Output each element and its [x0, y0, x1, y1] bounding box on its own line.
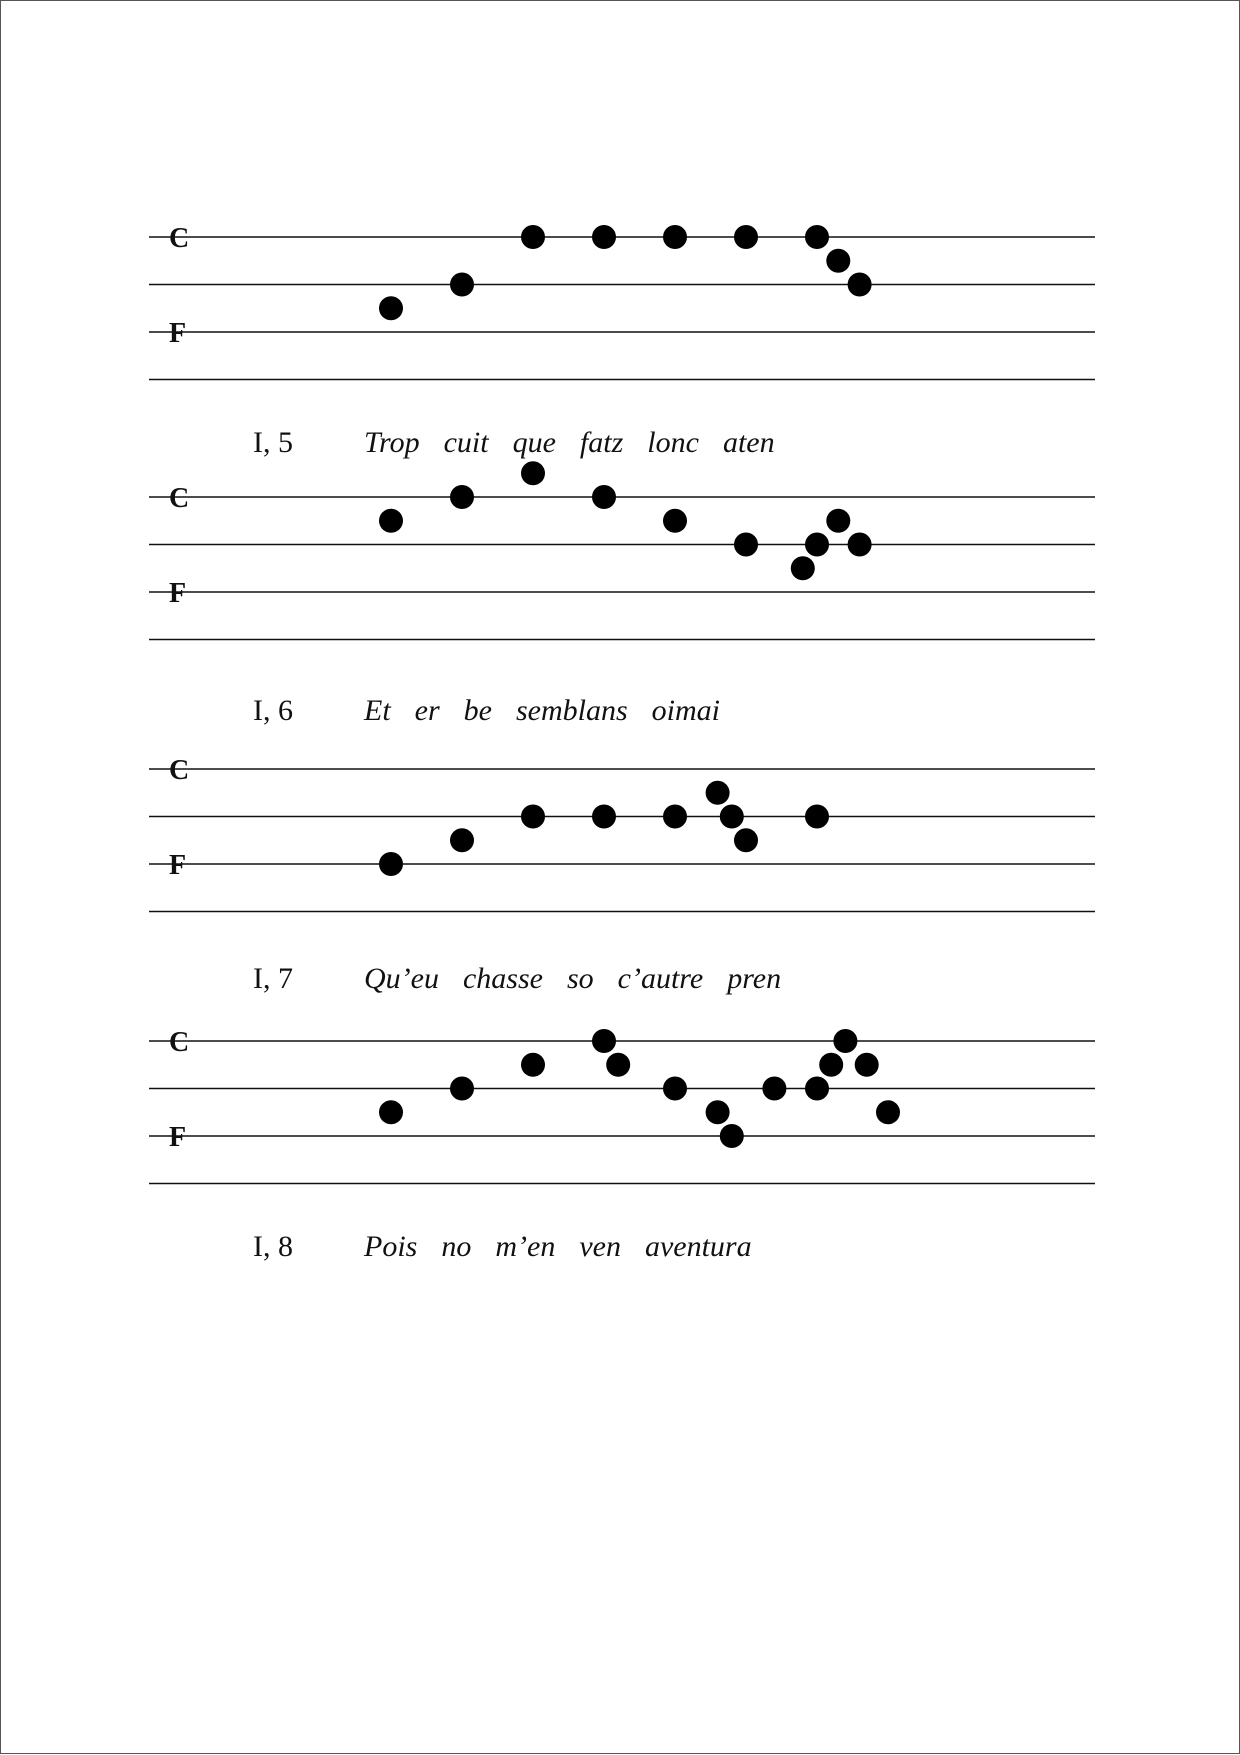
lyric-word: Qu’eu: [364, 962, 439, 995]
note-head: [379, 1100, 403, 1124]
note-head: [805, 225, 829, 249]
clef-f: F: [169, 850, 187, 881]
verse-number: I, 5: [253, 426, 293, 459]
note-head: [379, 296, 403, 320]
note-head: [762, 1077, 786, 1101]
note-head: [379, 509, 403, 533]
note-head: [521, 225, 545, 249]
note-head: [379, 852, 403, 876]
lyric-word: fatz: [579, 426, 624, 459]
note-head: [706, 781, 730, 805]
note-head: [450, 485, 474, 509]
lyric-word: pren: [727, 962, 782, 995]
note-head: [876, 1100, 900, 1124]
staff-1: [149, 223, 1095, 380]
note-head: [663, 805, 687, 829]
lyric-word: so: [566, 962, 594, 995]
lyric-word: be: [463, 694, 492, 727]
note-head: [521, 461, 545, 485]
clef-c: C: [169, 483, 190, 514]
note-head: [592, 485, 616, 509]
lyric-word: Et: [364, 694, 391, 727]
note-head: [720, 805, 744, 829]
clef-f: F: [169, 1122, 187, 1153]
lyric-word: semblans: [516, 694, 628, 727]
lyric-word: m’en: [495, 1230, 556, 1263]
note-head: [606, 1053, 630, 1077]
note-head: [521, 1053, 545, 1077]
note-head: [805, 805, 829, 829]
note-head: [450, 828, 474, 852]
verse-caption-3: [1, 959, 1240, 999]
note-head: [734, 533, 758, 557]
note-head: [826, 249, 850, 273]
lyric-word: Pois: [364, 1230, 418, 1263]
clef-c: C: [169, 1027, 190, 1058]
note-head: [720, 1124, 744, 1148]
note-head: [734, 828, 758, 852]
lyric-line: [364, 691, 744, 731]
note-head: [521, 805, 545, 829]
verse-caption-2: [1, 691, 1240, 731]
verse-number: I, 8: [253, 1230, 293, 1263]
lyric-line: [364, 959, 805, 999]
verse-caption-4: [1, 1227, 1240, 1267]
clef-f: F: [169, 318, 187, 349]
lyric-word: que: [512, 426, 556, 459]
lyric-word: aventura: [644, 1230, 752, 1263]
lyric-word: cuit: [443, 426, 489, 459]
note-head: [819, 1053, 843, 1077]
note-head: [450, 1077, 474, 1101]
lyric-word: oimai: [651, 694, 721, 727]
clef-f: F: [169, 578, 187, 609]
note-head: [734, 225, 758, 249]
note-head: [706, 1100, 730, 1124]
verse-number: I, 6: [253, 694, 293, 727]
note-head: [592, 1029, 616, 1053]
note-head: [663, 1077, 687, 1101]
clef-c: C: [169, 755, 190, 786]
lyric-word: chasse: [462, 962, 543, 995]
note-head: [848, 273, 872, 297]
lyric-word: c’autre: [617, 962, 704, 995]
note-head: [805, 533, 829, 557]
lyric-word: er: [414, 694, 440, 727]
lyric-word: aten: [722, 426, 775, 459]
note-head: [663, 225, 687, 249]
note-head: [592, 805, 616, 829]
note-head: [791, 556, 815, 580]
lyric-word: no: [441, 1230, 472, 1263]
clef-c: C: [169, 223, 190, 254]
lyric-word: ven: [579, 1230, 621, 1263]
note-head: [848, 533, 872, 557]
note-head: [826, 509, 850, 533]
verse-number: I, 7: [253, 962, 293, 995]
note-head: [592, 225, 616, 249]
note-head: [663, 509, 687, 533]
staff-3: [149, 755, 1095, 912]
staff-2: [149, 461, 1095, 639]
lyric-line: [364, 1227, 776, 1267]
staves-svg: [1, 1, 1240, 1755]
verse-caption-1: [1, 423, 1240, 463]
note-head: [833, 1029, 857, 1053]
lyric-word: Trop: [364, 426, 420, 459]
note-head: [855, 1053, 879, 1077]
lyric-word: lonc: [647, 426, 699, 459]
note-head: [805, 1077, 829, 1101]
staff-4: [149, 1027, 1095, 1184]
lyric-line: [364, 423, 799, 463]
note-head: [450, 273, 474, 297]
